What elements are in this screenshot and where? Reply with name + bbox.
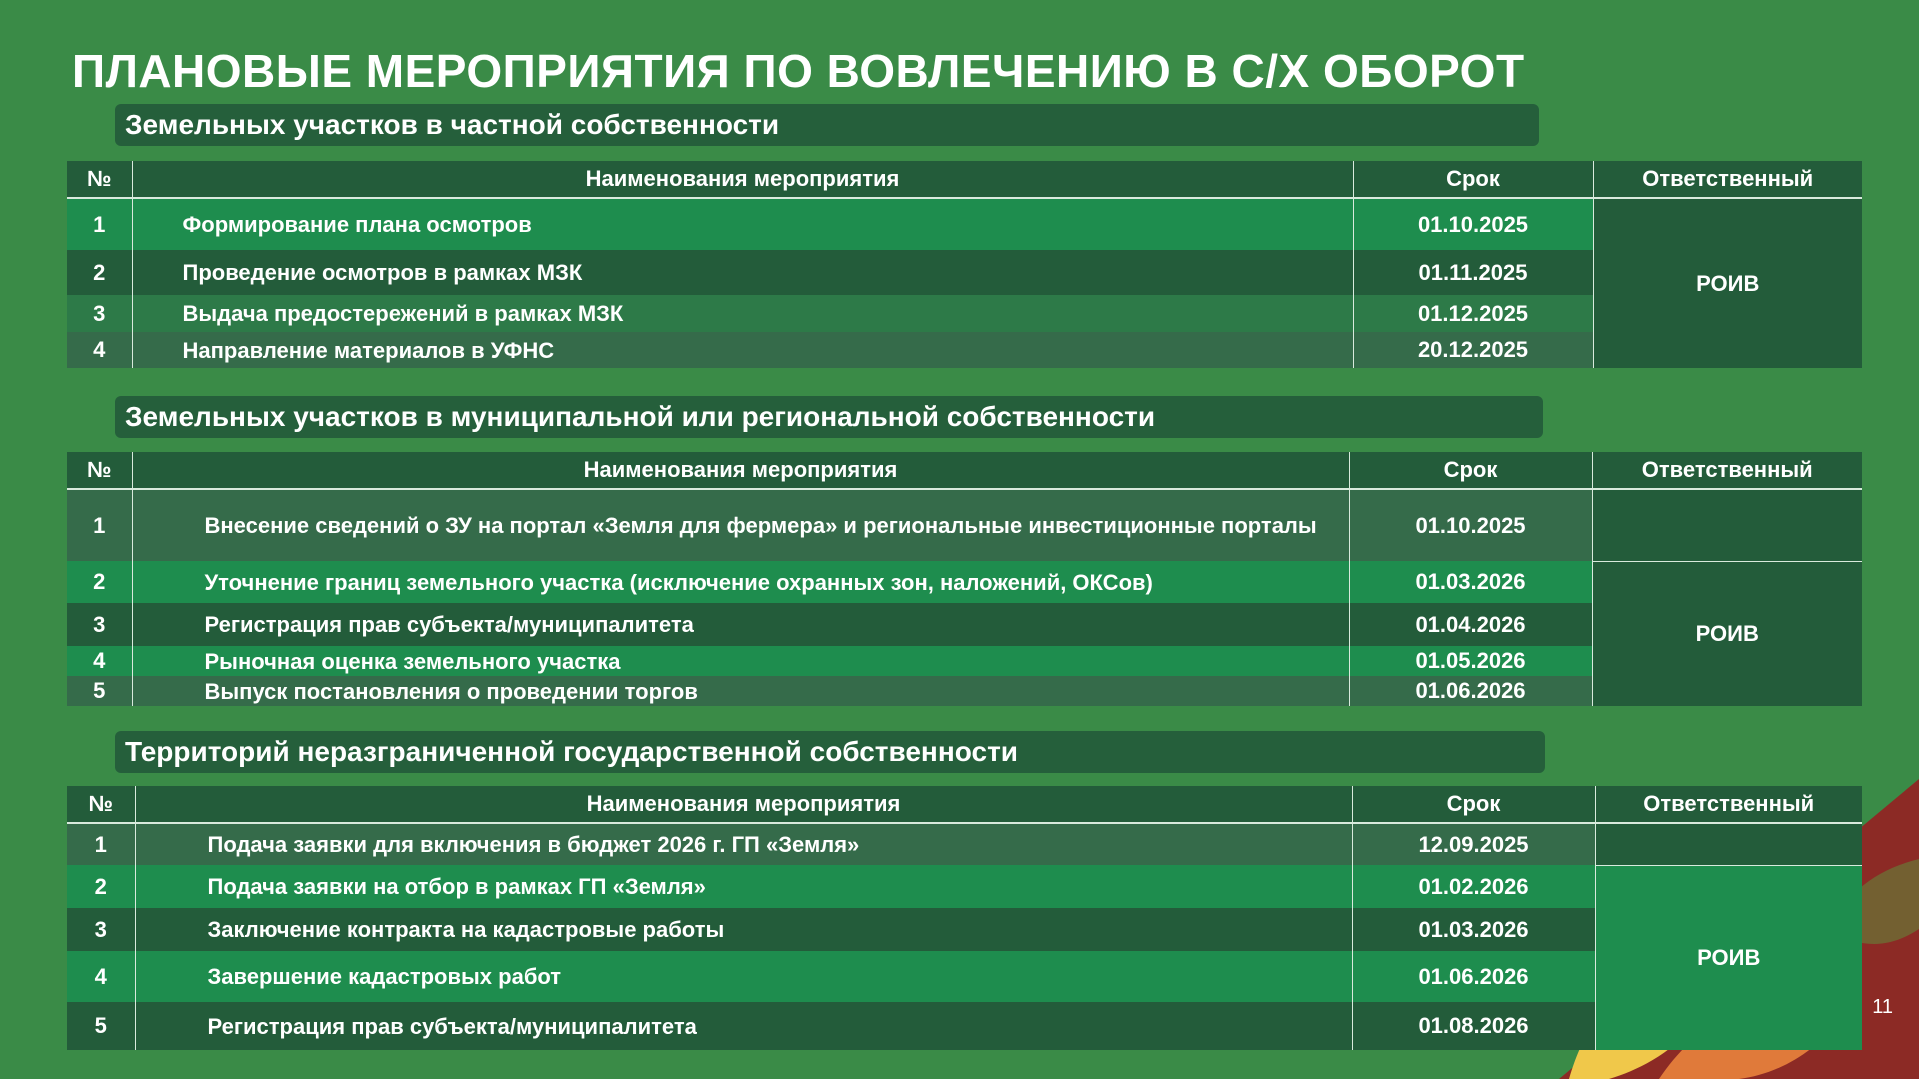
table-header-row: № Наименования мероприятия Срок Ответственный <box>67 786 1862 823</box>
table-row: 2 Проведение осмотров в рамках МЗК 01.11.2025 <box>67 250 1862 295</box>
responsible-cell: РОИВ <box>1593 198 1862 368</box>
table-row: 5 Регистрация прав субъекта/муниципалитета 01.08.2026 <box>67 1002 1862 1050</box>
table-row: 4 Рыночная оценка земельного участка 01.05.2026 <box>67 646 1862 676</box>
responsible-cell: РОИВ <box>1592 561 1862 706</box>
table-row: 1 Подача заявки для включения в бюджет 2026 г. ГП «Земля» 12.09.2025 <box>67 823 1862 865</box>
table-row: 1 Внесение сведений о ЗУ на портал «Земля для фермера» и региональные инвестиционные порталы 01.10.2025 <box>67 489 1862 561</box>
section1-table <box>67 161 1862 368</box>
header-date: Срок <box>1353 161 1593 198</box>
table-header-row <box>67 161 1862 198</box>
header-name: Наименования мероприятия <box>132 161 1353 198</box>
table-row: 1 Формирование плана осмотров 01.10.2025 РОИВ <box>67 198 1862 250</box>
section1-heading: Земельных участков в частной собственности <box>115 104 1539 146</box>
table-row: 3 Выдача предостережений в рамках МЗК 01.12.2025 <box>67 295 1862 332</box>
table-row: 5 Выпуск постановления о проведении торгов 01.06.2026 <box>67 676 1862 706</box>
table-header-row: № Наименования мероприятия Срок Ответственный <box>67 452 1862 489</box>
page-title: ПЛАНОВЫЕ МЕРОПРИЯТИЯ ПО ВОВЛЕЧЕНИЮ В С/Х ОБОРОТ <box>72 45 1525 97</box>
table-row: 2 Уточнение границ земельного участка (исключение охранных зон, наложений, ОКСов) 01.03.2026 РОИВ <box>67 561 1862 603</box>
responsible-cell: РОИВ <box>1595 865 1862 1050</box>
section2-table <box>67 452 1862 706</box>
header-num: № <box>67 161 132 198</box>
table-row: 3 Заключение контракта на кадастровые работы 01.03.2026 <box>67 908 1862 951</box>
table-row: 2 Подача заявки на отбор в рамках ГП «Земля» 01.02.2026 РОИВ <box>67 865 1862 908</box>
header-resp: Ответственный <box>1593 161 1862 198</box>
page-number: 11 <box>1872 996 1893 1018</box>
section2-heading: Земельных участков в муниципальной или региональной собственности <box>115 396 1543 438</box>
table-row: 4 Завершение кадастровых работ 01.06.2026 <box>67 951 1862 1002</box>
section3-table <box>67 786 1862 1050</box>
table-row: 4 Направление материалов в УФНС 20.12.2025 <box>67 332 1862 368</box>
section3-heading: Территорий неразграниченной государственной собственности <box>115 731 1545 773</box>
table-row: 3 Регистрация прав субъекта/муниципалитета 01.04.2026 <box>67 603 1862 646</box>
